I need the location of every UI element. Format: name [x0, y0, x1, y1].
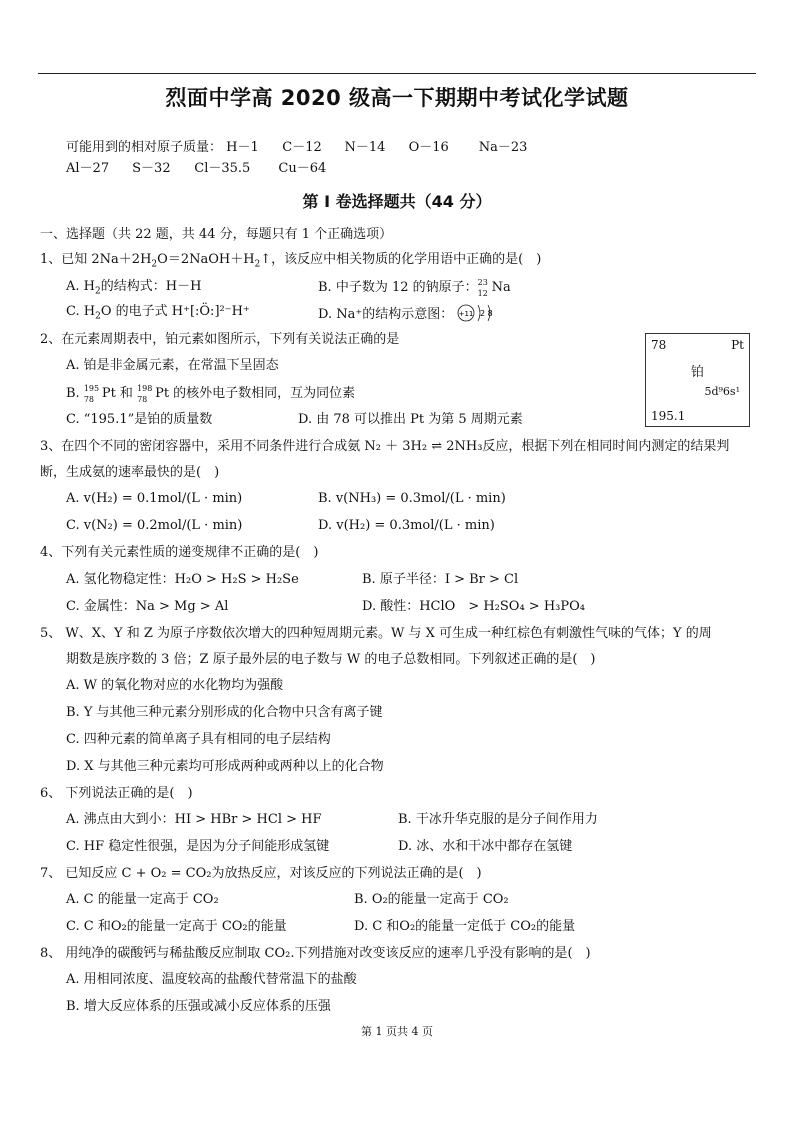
- question-4-stem: 4、下列有关元素性质的递变规律不正确的是( ): [40, 545, 319, 560]
- mass-number: 23: [477, 278, 488, 287]
- option-text: Pt 和: [101, 386, 138, 401]
- q1-option-b: [318, 278, 511, 297]
- q3-option-c: C. v(N₂) = 0.2mol/(L · min): [66, 518, 243, 533]
- q7-option-a: A. C 的能量一定高于 CO₂: [66, 892, 219, 907]
- atom-structure-diagram: [457, 303, 503, 323]
- q4-option-d: D. 酸性：HClO > H₂SO₄ > H₃PO₄: [362, 599, 585, 614]
- q1-option-c: [66, 303, 250, 326]
- q6-option-a: A. 沸点由大到小：HI > HBr > HCl > HF: [66, 812, 322, 827]
- subscript: 2: [254, 259, 261, 270]
- atomic-mass-row-2: [66, 160, 326, 178]
- option-text: C. H: [66, 304, 96, 319]
- q5-option-b: B. Y 与其他三种元素分别形成的化合物中只含有离子键: [66, 705, 383, 720]
- question-5-stem-line-1: 5、 W、X、Y 和 Z 为原子序数依次增大的四种短周期元素。W 与 X 可生成一种红棕色有刺激性气味的气体；Y 的周: [40, 626, 712, 641]
- atomic-mass-row-1: [66, 139, 527, 157]
- question-1-stem: [40, 251, 541, 274]
- atomic-mass-item: Cu－64: [278, 161, 327, 176]
- q3-option-b: B. v(NH₃) = 0.3mol/(L · min): [318, 491, 506, 506]
- option-text: D. Na⁺的结构示意图：: [318, 307, 454, 322]
- electron-configuration: 5d⁹6s¹: [704, 385, 740, 398]
- subscript: 2: [95, 311, 101, 322]
- atomic-mass-item: S－32: [132, 161, 171, 176]
- atomic-mass-item: C－12: [282, 140, 322, 155]
- nucleus-label: +11: [458, 310, 474, 318]
- q5-option-c: C. 四种元素的简单离子具有相同的电子层结构: [66, 732, 331, 747]
- nuclide-notation: [477, 278, 492, 298]
- element-atomic-number: 78: [651, 338, 667, 352]
- page-footer: 第 1 页共 4 页: [361, 1025, 433, 1038]
- atomic-mass-item: H－1: [226, 140, 259, 155]
- section-intro: 一、选择题（共 22 题，共 44 分，每题只有 1 个正确选项）: [40, 227, 393, 242]
- q2-option-a: A. 铂是非金属元素，在常温下呈固态: [66, 358, 279, 373]
- atomic-mass-item: N－14: [344, 140, 386, 155]
- q5-option-a: A. W 的氧化物对应的水化物均为强酸: [66, 678, 284, 693]
- option-text: Pt 的核外电子数相同，互为同位素: [155, 386, 356, 401]
- q8-option-b: B. 增大反应体系的压强或减小反应体系的压强: [66, 999, 331, 1014]
- subscript: 2: [151, 259, 158, 270]
- atomic-mass-item: Cl－35.5: [194, 161, 251, 176]
- element-symbol: Pt: [731, 338, 744, 352]
- q2-option-b: [66, 384, 355, 403]
- q3-option-d: D. v(H₂) = 0.3mol/(L · min): [318, 518, 495, 533]
- element-box-platinum: [645, 333, 750, 427]
- q5-option-d: D. X 与其他三种元素均可形成两种或两种以上的化合物: [66, 759, 384, 774]
- q1-option-a: [66, 278, 201, 301]
- option-text: A. H: [66, 279, 95, 294]
- question-7-stem: 7、 已知反应 C + O₂ = CO₂为放热反应，对该反应的下列说法正确的是( ): [40, 866, 482, 881]
- q1-stem-part: 1、已知 2Na＋2H: [40, 252, 152, 267]
- header-rule: [38, 73, 756, 74]
- option-text: B. 中子数为 12 的钠原子：: [318, 280, 478, 295]
- page-title: 烈面中学高 2020 级高一下期期中考试化学试题: [165, 86, 629, 110]
- mass-number: 195: [83, 384, 100, 393]
- q7-option-c: C. C 和O₂的能量一定高于 CO₂的能量: [66, 919, 287, 934]
- q6-option-b: B. 干冰升华克服的是分子间作用力: [398, 812, 598, 827]
- question-6-stem: 6、 下列说法正确的是( ): [40, 786, 193, 801]
- q6-option-c: C. HF 稳定性很强，是因为分子间能形成氢键: [66, 839, 330, 854]
- q6-option-d: D. 冰、水和干冰中都存在氢键: [398, 839, 573, 854]
- q3-option-a: A. v(H₂) = 0.1mol/(L · min): [66, 491, 243, 506]
- question-3-stem-line-1: 3、在四个不同的密闭容器中，采用不同条件进行合成氨 N₂ ＋ 3H₂ ⇌ 2NH₃反应，根据下列在相同时间内测定的结果判: [40, 439, 730, 454]
- q1-stem-part: ↑，该反应中相关物质的化学用语中正确的是( ): [260, 252, 542, 267]
- mass-number: 198: [137, 384, 153, 393]
- shell-electrons: 2 8: [480, 309, 494, 318]
- question-2-stem: 2、在元素周期表中，铂元素如图所示，下列有关说法正确的是: [40, 332, 400, 347]
- element-name: 铂: [690, 365, 704, 380]
- q7-option-b: B. O₂的能量一定高于 CO₂: [354, 892, 509, 907]
- atomic-number: 78: [137, 395, 148, 404]
- atomic-mass-label: 可能用到的相对原子质量：: [66, 140, 223, 155]
- q2-option-d: D. 由 78 可以推出 Pt 为第 5 周期元素: [298, 412, 523, 427]
- atomic-mass-item: O－16: [408, 140, 449, 155]
- nuclide-notation: [83, 384, 102, 404]
- section-title: 第 I 卷选择题共（44 分）: [302, 192, 492, 211]
- atomic-number: 12: [477, 289, 488, 298]
- question-5-stem-line-2: 期数是族序数的 3 倍；Z 原子最外层的电子数与 W 的电子总数相同。下列叙述正确的是( ): [66, 652, 596, 667]
- relative-atomic-mass: 195.1: [651, 409, 686, 423]
- option-text: O 的电子式 H⁺[:Ö:]²⁻H⁺: [100, 304, 250, 319]
- subscript: 2: [95, 286, 101, 297]
- q1-stem-part: O＝2NaOH＋H: [157, 252, 255, 267]
- element-symbol: Na: [491, 280, 511, 295]
- q1-option-d: [318, 303, 503, 324]
- q4-option-a: A. 氢化物稳定性：H₂O > H₂S > H₂Se: [66, 572, 299, 587]
- atomic-number: 78: [83, 395, 95, 404]
- q2-option-c: C. “195.1”是铂的质量数: [66, 412, 213, 427]
- q8-option-a: A. 用相同浓度、温度较高的盐酸代替常温下的盐酸: [66, 972, 357, 987]
- atomic-mass-item: Na－23: [478, 140, 528, 155]
- nuclide-notation: [137, 384, 155, 404]
- q4-option-c: C. 金属性：Na > Mg > Al: [66, 599, 229, 614]
- atomic-mass-item: Al－27: [66, 161, 110, 176]
- q7-option-d: D. C 和O₂的能量一定低于 CO₂的能量: [354, 919, 576, 934]
- option-text: B.: [66, 386, 84, 401]
- question-8-stem: 8、 用纯净的碳酸钙与稀盐酸反应制取 CO₂.下列措施对改变该反应的速率几乎没有影响的是( ): [40, 946, 591, 961]
- q4-option-b: B. 原子半径：I > Br > Cl: [362, 572, 519, 587]
- question-3-stem-line-2: 断，生成氨的速率最快的是( ): [40, 465, 220, 480]
- option-text: 的结构式：H－H: [100, 279, 202, 294]
